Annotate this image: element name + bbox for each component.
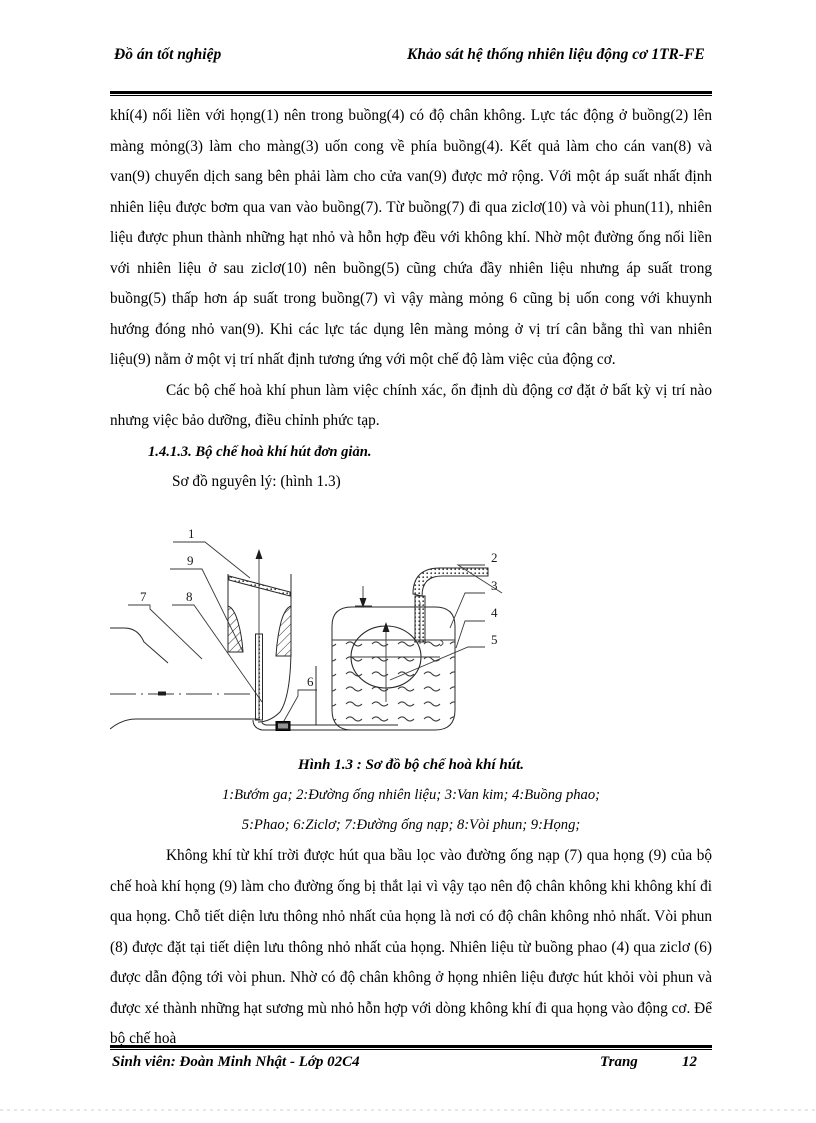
page-header	[110, 44, 712, 88]
paragraph-airflow-description: Không khí từ khí trời được hút qua bầu lọc vào đường ống nạp (7) qua họng (9) của bộ chế hoà khí họng (9) làm cho đường ống bị thắt lại vì vậy tạo nên độ chân không khi không khí đi qua họng. Chỗ tiết diện lưu thông nhỏ nhất của họng là nơi có độ chân không nhỏ nhất. Vòi phun (8) được đặt tại tiết diện lưu thông nhỏ nhất của họng. Nhiên liệu từ buồng phao (4) qua ziclơ (6) được dẫn động tới vòi phun. Nhờ có độ chân không ở họng nhiên liệu được hút khỏi vòi phun và được xé thành những hạt sương mù nhỏ hỗn hợp với dòng không khí đi qua họng vào động cơ. Để bộ chế hoà	[110, 847, 712, 1047]
figure-label-3: 3	[491, 578, 498, 593]
figure-label-1: 1	[188, 526, 195, 541]
paragraph-continuation: khí(4) nối liền với họng(1) nên trong buồng(4) có độ chân không. Lực tác động ở buồng(2) lên màng mỏng(3) làm cho màng(3) uốn cong về phía buồng(4). Kết quả làm cho cán van(8) và van(9) chuyển dịch sang bên phải làm cho cửa van(9) được mở rộng. Với một áp suất nhất định nhiên liệu được bơm qua van vào buồng(7). Từ buồng(7) đi qua ziclơ(10) và vòi phun(11), nhiên liệu được phun thành những hạt nhỏ và hỗn hợp đều với không khí. Nhờ một đường ống nối liền với nhiên liệu ở sau ziclơ(10) nên buồng(5) cũng chứa đầy nhiên liệu nhưng áp suất trong buồng(5) thấp hơn áp suất trong buồng(7) vì vậy màng mỏng 6 cũng bị uốn cong với khuynh hướng đóng nhỏ van(9). Khi các lực tác dụng lên màng mỏng ở vị trí cân bằng thì van nhiên liệu(9) nằm ở một vị trí nhất định tương ứng với một chế độ làm việc của động cơ.	[110, 107, 712, 368]
header-rule	[110, 91, 712, 96]
fuel-line-2	[413, 568, 488, 596]
intake-centerline	[110, 692, 253, 696]
footer-page-label: Trang	[600, 1054, 638, 1070]
airflow-arrow-up	[256, 549, 263, 644]
figure-label-8: 8	[186, 589, 193, 604]
page-footer	[110, 1054, 712, 1078]
body-text-block	[110, 101, 712, 498]
figure-caption-block	[110, 750, 712, 840]
throttle-plate-1	[229, 576, 290, 596]
header-row	[110, 44, 712, 88]
figure-legend-line-2: 5:Phao; 6:Ziclơ; 7:Đường ống nạp; 8:Vòi phun; 9:Họng;	[241, 817, 581, 833]
paragraph-injection-carburetor: Các bộ chế hoà khí phun làm việc chính xác, ổn định dù động cơ đặt ở bất kỳ vị trí nào nhưng việc bảo dưỡng, điều chỉnh phức tạp.	[110, 381, 712, 429]
injector-nozzle-8	[256, 634, 263, 720]
section-heading-1-4-1-3: 1.4.1.3. Bộ chế hoà khí hút đơn giản.	[148, 443, 372, 460]
footer-page-number: 12	[682, 1054, 697, 1070]
figure-label-2: 2	[491, 550, 498, 565]
figure-label-7: 7	[140, 589, 147, 604]
footer-student-line: Sinh viên: Đoàn Minh Nhật - Lớp 02C4	[112, 1054, 360, 1070]
header-right-title: Khảo sát hệ thống nhiên liệu động cơ 1TR-FE	[407, 46, 705, 63]
figure-label-6: 6	[307, 674, 314, 689]
figure-legend-line-1: 1:Bướm ga; 2:Đường ống nhiên liệu; 3:Van kim; 4:Buồng phao;	[221, 787, 601, 803]
ziclo-jet-6	[276, 722, 290, 731]
figure-label-9: 9	[187, 553, 194, 568]
scan-edge-artifact	[0, 1109, 816, 1111]
chamber-vent-arrow	[355, 586, 372, 608]
needle-valve-3	[414, 596, 443, 646]
header-left-title: Đồ án tốt nghiệp	[114, 46, 222, 63]
lower-text-block	[110, 841, 712, 1055]
figure-1-3-carburetor-diagram	[110, 516, 712, 748]
carburetor-schematic-svg	[110, 516, 712, 748]
footer-rule	[110, 1045, 712, 1050]
figure-label-5: 5	[491, 632, 498, 647]
diagram-intro-line: Sơ đồ nguyên lý: (hình 1.3)	[172, 473, 341, 490]
figure-label-4: 4	[491, 605, 498, 620]
float-chamber-4	[330, 607, 460, 732]
figure-caption-title: Hình 1.3 : Sơ đồ bộ chế hoà khí hút.	[297, 757, 525, 773]
